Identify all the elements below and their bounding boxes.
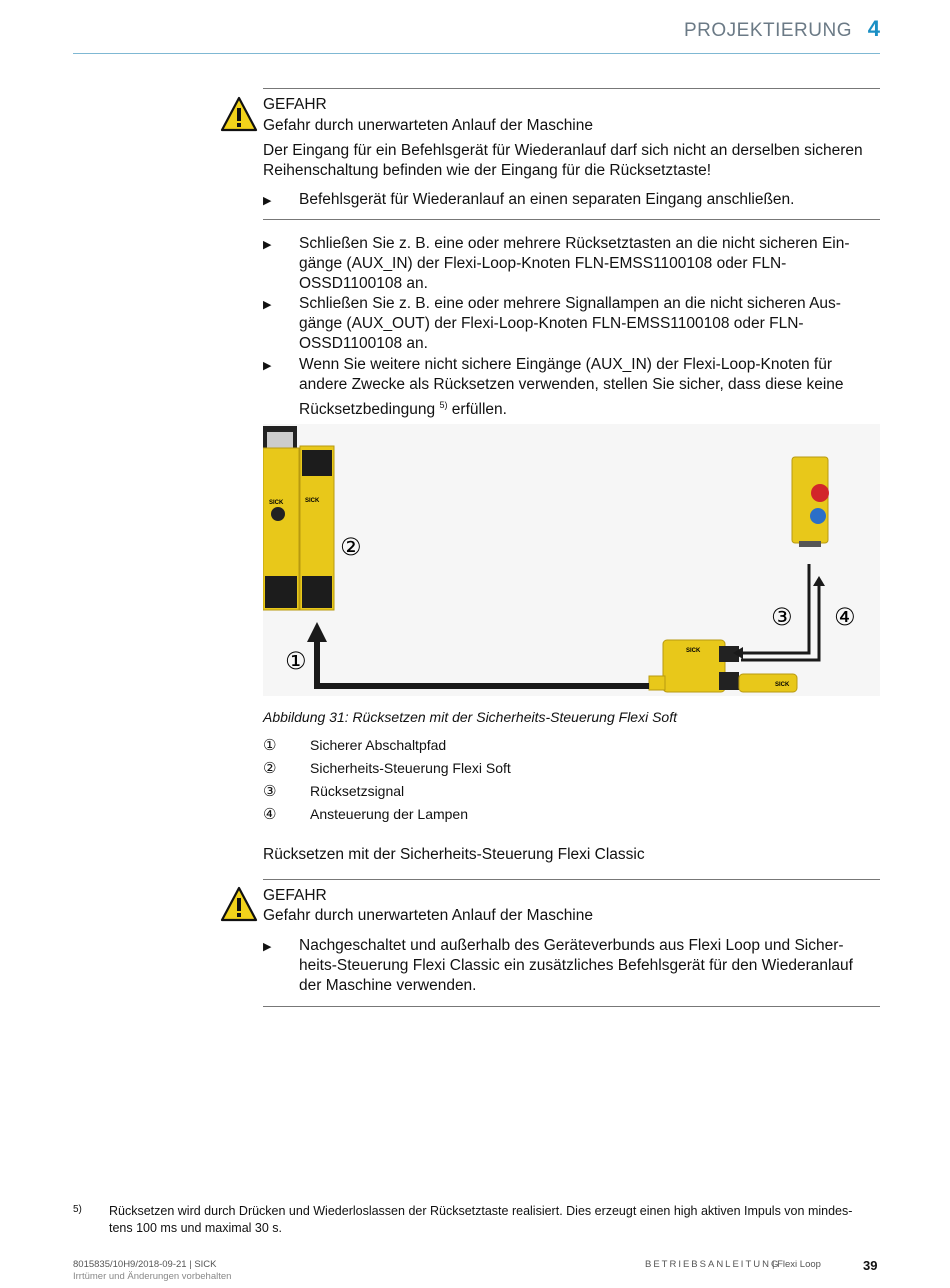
legend-number: ④: [263, 806, 277, 823]
bullet-icon: ▶: [263, 299, 272, 311]
section-title: PROJEKTIERUNG: [683, 20, 852, 41]
manual-label: BETRIEBSANLEITUNG: [645, 1259, 781, 1270]
bullet-icon: ▶: [263, 941, 272, 953]
flexi-soft-controller: [263, 426, 334, 610]
header-divider: [73, 53, 880, 54]
warning-subtitle: Gefahr durch unerwarteten Anlauf der Maschine: [263, 907, 593, 924]
device-brand-label: SICK: [775, 682, 790, 688]
footnote-reference[interactable]: 5): [439, 400, 448, 410]
page-number: 39: [863, 1258, 878, 1273]
figure-reset-flexi-soft: [263, 424, 880, 696]
device-brand-label: SICK: [305, 498, 320, 504]
document-id: 8015835/10H9/2018-09-21 | SICK: [73, 1259, 217, 1270]
subheading: Rücksetzen mit der Sicherheits-Steuerung Flexi Classic: [263, 846, 645, 863]
warning-title: GEFAHR: [263, 887, 327, 904]
list-item: Schließen Sie z. B. eine oder mehrere Signallampen an die nicht sicheren Aus- gänge (AUX_OUT) der Flexi-Loop-Knoten FLN-EMSS1100108 oder FLN- OSSD1100108 an.: [299, 295, 841, 352]
legend-text: Sicherheits-Steuerung Flexi Soft: [310, 760, 511, 776]
footnote-text: Rücksetzen wird durch Drücken und Wiederloslassen der Rücksetztaste realisiert. Dies erzeugt einen high aktiven Impuls von mindes- tens 100 ms und maximal 30 s.: [109, 1204, 853, 1235]
figure-caption: Abbildung 31: Rücksetzen mit der Sicherheits-Steuerung Flexi Soft: [263, 709, 677, 725]
warning-bottom-rule: [263, 1006, 880, 1007]
legend-text: Sicherer Abschaltpfad: [310, 737, 447, 753]
legend-number: ②: [263, 760, 277, 777]
warning-bottom-rule: [263, 219, 880, 220]
bullet-icon: ▶: [263, 195, 272, 207]
warning-bullet: Nachgeschaltet und außerhalb des Geräteverbunds aus Flexi Loop und Sicher- heits-Steuerung Flexi Classic ein zusätzliches Befehlsgerät für den Wiederanlauf der Maschine verwenden.: [299, 937, 853, 994]
disclaimer: Irrtümer und Änderungen vorbehalten: [73, 1271, 232, 1282]
bullet-icon: ▶: [263, 239, 272, 251]
legend-text: Ansteuerung der Lampen: [310, 806, 468, 822]
device-brand-label: SICK: [269, 500, 284, 506]
device-brand-label: SICK: [686, 648, 701, 654]
warning-icon: [220, 96, 258, 132]
warning-bullet: Befehlsgerät für Wiederanlauf an einen separaten Eingang anschließen.: [299, 191, 795, 208]
list-item: Schließen Sie z. B. eine oder mehrere Rücksetztasten an die nicht sicheren Ein- gänge (AUX_IN) der Flexi-Loop-Knoten FLN-EMSS1100108 oder FLN- OSSD1100108 an.: [299, 235, 850, 292]
figure-label-2: ②: [340, 533, 362, 561]
product-label: | Flexi Loop: [772, 1259, 821, 1270]
legend-text: Rücksetzsignal: [310, 783, 405, 799]
figure-label-3: ③: [771, 603, 793, 631]
warning-icon: [220, 886, 258, 922]
section-number: 4: [867, 16, 880, 41]
bullet-icon: ▶: [263, 360, 272, 372]
warning-body-line: Der Eingang für ein Befehlsgerät für Wiederanlauf darf sich nicht an derselben sicheren: [263, 142, 863, 159]
warning-title: GEFAHR: [263, 96, 327, 113]
figure-label-1: ①: [285, 647, 307, 675]
list-item: Wenn Sie weitere nicht sichere Eingänge (AUX_IN) der Flexi-Loop-Knoten für andere Zwecke als Rücksetzen verwenden, stellen Sie sicher, dass diese keine Rücksetzbedingung $^{5)}$ erfüllen.: [299, 356, 844, 419]
pushbutton-station: [792, 457, 829, 547]
warning-top-rule: [263, 88, 880, 89]
legend-number: ③: [263, 783, 277, 800]
warning-subtitle: Gefahr durch unerwarteten Anlauf der Maschine: [263, 117, 593, 134]
figure-label-4: ④: [834, 603, 856, 631]
legend-number: ①: [263, 737, 277, 754]
footnote-mark: 5): [73, 1204, 82, 1215]
warning-top-rule: [263, 879, 880, 880]
warning-body-line: Reihenschaltung befinden wie der Eingang für die Rücksetztaste!: [263, 162, 712, 179]
